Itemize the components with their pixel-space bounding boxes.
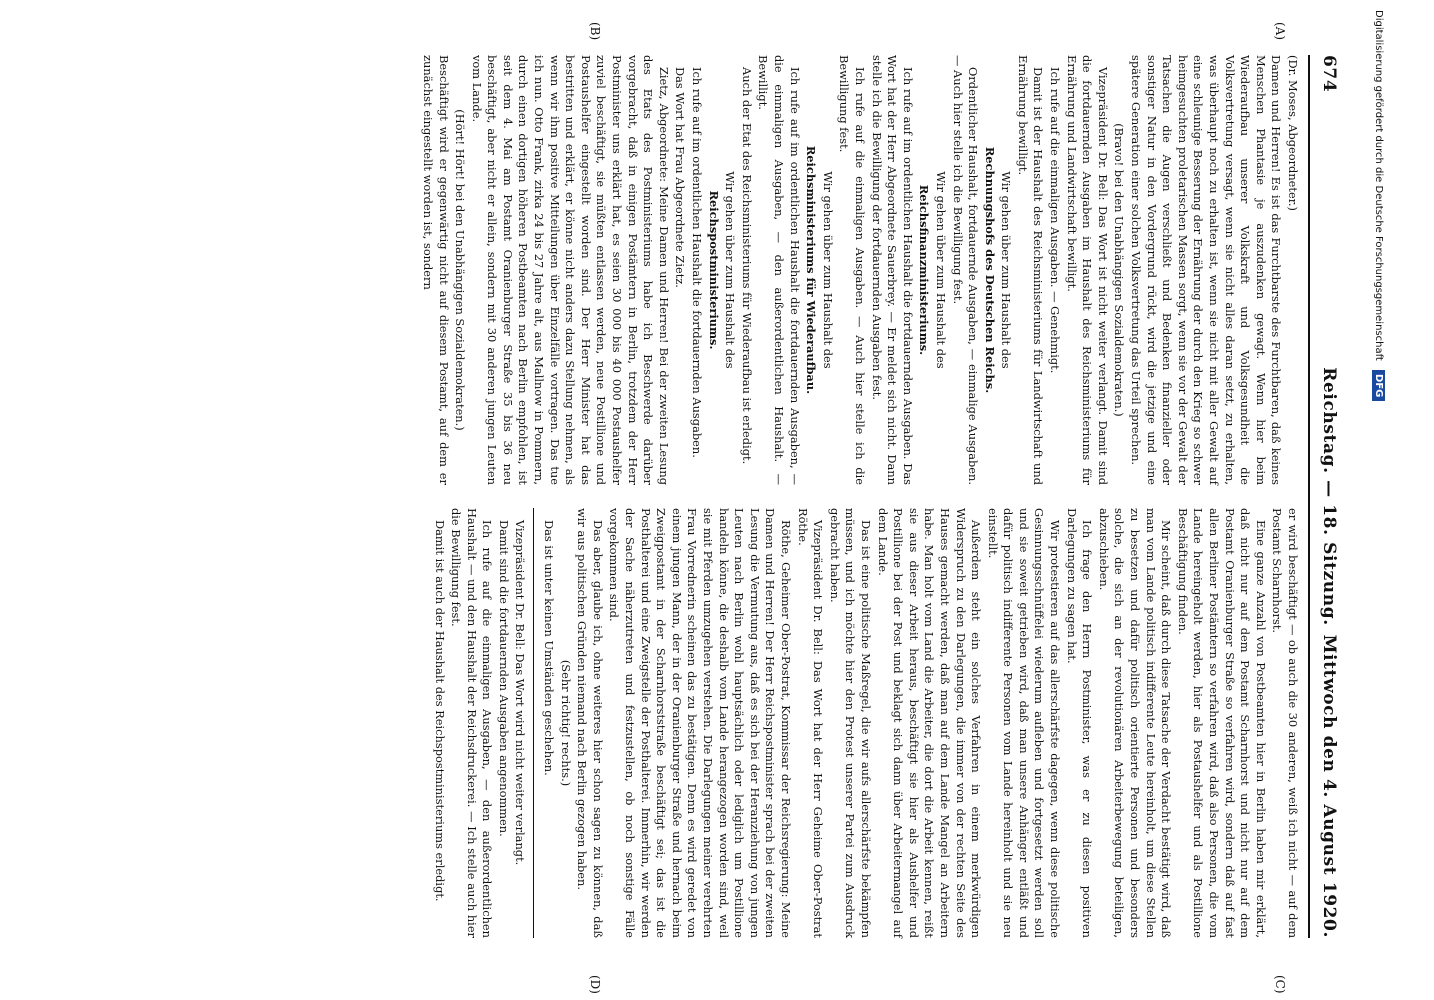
paragraph: Das Wort hat Frau Abgeordnete Zietz. xyxy=(673,67,688,288)
paragraph: Eine ganze Anzahl von Postbeamten hier in Berlin haben mir erklärt, daß nicht nur auf dem Postamt Scharnhorst und nicht nur auf dem Postamt Oranienburger Straße so verfahren wird, sondern daß auf fast allen Berliner Postämtern so verfahren wird, daß also Personen, die vom Lande hereingeholt werden, hier als Postaushelfer und als Postillione Beschäftigung finden. xyxy=(1175,508,1268,938)
interjection: (Sehr richtig! rechts.) xyxy=(558,659,573,787)
paragraph: Wir protestieren auf das allerschärfste dagegen, wenn diese politische Gesinnungsschnüffelei wiederum aufleben und fortgesetzt werden soll und sie soweit getrieben wird, daß man unsere Anhänger entläßt und dafür politisch indifferente Personen vom Lande hereinholt und sie neu einstellt. xyxy=(985,508,1063,938)
interjection: (Bravo! bei den Unabhängigen Sozialdemokraten.) xyxy=(1112,123,1127,417)
margin-letter-d: (D) xyxy=(588,975,602,994)
paragraph: Vizepräsident Dr. Bell: Das Wort ist nicht weiter verlangt. Damit sind die fortdauernden Ausgaben im Haushalt des Reichsministeriums für Ernährung und Landwirtschaft bewilligt. xyxy=(1064,55,1110,485)
paragraph: Wir gehen über zum Haushalt des xyxy=(820,171,835,369)
interjection: (Hört! Hört! bei den Unabhängigen Sozialdemokraten.) xyxy=(453,109,468,431)
paragraph: Vizepräsident Dr. Bell: Das Wort hat der Herr Geheime Ober-Postrat Röthe. xyxy=(795,508,826,938)
section-heading: Reichsministeriums für Wiederaufbau. xyxy=(804,145,819,395)
page-number: 674 xyxy=(1319,55,1339,93)
paragraph: Ich rufe auf im ordentlichen Haushalt die fortdauernden Ausgaben. xyxy=(690,67,705,458)
paragraph: Mir scheint, daß durch diese Tatsache der Verdacht bestätigt wird, daß man vom Lande politisch indifferente Leute hereinholt, um diese Stellen zu besetzen und dafür politisch orientierte Personen und besonders solche, die sich an der revolutionären Arbeiterbewegung beteiligen, abzuschieben. xyxy=(1096,508,1174,938)
paragraph: Röthe, Geheimer Ober-Postrat, Kommissar der Reichsregierung: Meine Damen und Herren! Der Herr Reichspostminister sprach bei der zweiten Lesung die Vermutung aus, daß es sich bei der Heranziehung von jungen Leuten nach Berlin wohl hauptsächlich oder lediglich um Postillione handeln könne, die deshalb vom Lande herangezogen worden sind, weil sie mit Pferden umzugehen verstehen. Die Darlegungen meiner verehrten Frau Vorrednerin scheinen das zu bestätigen. Denn es wird geredet von einem jungen Mann, der in der Oranienburger Straße und hernach beim Zweigpostamt in der Scharnhorststraße beschäftigt sei; das ist die Posthalterei und eine Zweigstelle der Posthalterei. Immerhin, wir werden der Sache näherzutreten und festzustellen, ob noch sonstige Fälle vorgekommen sind. xyxy=(607,508,793,938)
credit-text: Digitalisierung gefördert durch die Deutsche Forschungsgemeinschaft xyxy=(1373,10,1384,361)
paragraph: Ich rufe auf die einmaligen Ausgaben, — den außerordentlichen Haushalt — und den Haushalt der Reichsdruckerei. — Ich stelle auch hier die Bewilligung fest. xyxy=(449,508,495,938)
header-rule xyxy=(1308,55,1310,938)
page-header xyxy=(1314,55,1342,938)
margin-letter-a: (A) xyxy=(1273,22,1287,41)
paragraph: Wir gehen über zum Haushalt des xyxy=(999,171,1014,369)
paragraph: Ich rufe auf im ordentlichen Haushalt die fortdauernden Ausgaben, — die einmaligen Ausgaben, — den außerordentlichen Haushalt. — Bewilligt. xyxy=(756,55,802,485)
paragraph: Das aber, glaube ich, ohne weiteres hier schon sagen zu können, daß wir aus politischen Gründen niemand nach Berlin gezogen haben. xyxy=(575,508,605,938)
paragraph: Damit sind die fortdauernden Ausgaben angenommen. xyxy=(496,520,511,837)
paragraph: Wir gehen über zum Haushalt des xyxy=(723,171,738,369)
session-date: Mittwoch den 4. August 1920. xyxy=(1319,634,1339,938)
speaker-continuation: (Dr. Moses, Abgeordneter.) xyxy=(1286,55,1300,212)
paragraph: Außerdem steht ein solches Verfahren in einem merkwürdigen Widerspruch zu den Darlegungen, die immer von der rechten Seite des Hauses gemacht werden, daß man auf dem Lande Mangel an Arbeitern habe. Man holt vom Land die Arbeiter, die dort die Arbeit kennen, reißt sie aus dieser Arbeit heraus, beschäftigt sie hier als Aushelfer und Postillione bei der Post und beklagt sich dann über Arbeitermangel auf dem Lande. xyxy=(875,508,984,938)
paragraph: Zietz, Abgeordnete: Meine Damen und Herren! Bei der zweiten Lesung des Etats des Postministeriums habe ich Beschwerde darüber vorgebracht, daß in einigen Postämtern in Berlin, trotzdem der Herr Postminister uns erklärt hat, es seien 30 000 bis 40 000 Postaushelfer zuviel beschäftigt, sie müßten entlassen werden, neue Postillione und Postaushelfer eingestellt worden sind. Der Herr Minister hat das bestritten und erklärt, er könne nicht anders dazu Stellung nehmen, als wenn wir ihm positive Mitteilungen über Einzelfälle vortragen. Das tue ich nun. Otto Frank, zirka 24 bis 27 Jahre alt, aus Mallnow in Pommern, durch einen dortigen höheren Postbeamten nach Berlin empfohlen, ist seit dem 4. Mai am Postamt Oranienburger Straße 35 bis 36 neu beschäftigt, aber nicht er allein, sondern mit 30 anderen jungen Leuten vom Lande. xyxy=(469,55,671,485)
paragraph: Damit ist der Haushalt des Reichsministeriums für Landwirtschaft und Ernährung bewilligt. xyxy=(1015,55,1046,485)
paragraph: Beschäftigt wird er gegenwärtig nicht auf diesem Postamt, auf dem er zunächst eingestellt worden ist, sondern xyxy=(420,55,451,485)
paragraph: Ich frage den Herrn Postminister, was er zu diesen positiven Darlegungen zu sagen hat. xyxy=(1064,508,1095,938)
section-heading: Rechnungshofs des Deutschen Reichs. xyxy=(982,146,997,394)
margin-letter-b: (B) xyxy=(588,22,602,41)
paragraph: Vizepräsident Dr. Bell: Das Wort wird nicht weiter verlangt. xyxy=(513,520,528,866)
paragraph: Ich rufe auf die einmaligen Ausgaben. — Genehmigt. xyxy=(1048,67,1063,374)
paragraph: Wir gehen über zum Haushalt des xyxy=(933,171,948,369)
session-title: Reichstag. — 18. Sitzung. xyxy=(1319,367,1339,626)
paragraph: Ich rufe auf im ordentlichen Haushalt die fortdauernden Ausgaben. Das Wort hat der Herr Abgeordnete Sauerbrey. — Er meldet sich nicht. Dann stelle ich die Bewilligung der fortdauernden Ausgaben fest. xyxy=(869,55,915,485)
column-divider xyxy=(534,508,535,938)
rotated-page xyxy=(12,0,1382,1000)
paragraph: Ich rufe auf die einmaligen Ausgaben. — Auch hier stelle ich die Bewilligung fest. xyxy=(837,55,867,485)
paragraph: Das ist eine politische Maßregel, die wir aufs allerschärfste bekämpfen müssen, und ich möchte hier den Protest unserer Partei zum Ausdruck gebracht haben. xyxy=(827,508,873,938)
right-column xyxy=(430,508,1300,938)
section-heading: Reichspostministeriums. xyxy=(706,190,721,350)
digitization-credit xyxy=(1345,10,1385,1000)
paragraph: Ordentlicher Haushalt, fortdauernde Ausgaben, — einmalige Ausgaben. — Auch hier stelle ich die Bewilligung fest. xyxy=(950,55,981,485)
section-heading: Reichsfinanzministeriums. xyxy=(917,184,932,356)
paragraph: Damit ist auch der Haushalt des Reichspostministeriums erledigt. xyxy=(432,520,447,902)
left-column xyxy=(418,55,1300,485)
paragraph: Auch der Etat des Reichsministeriums für Wiederaufbau ist erledigt. xyxy=(739,67,754,465)
margin-letter-c: (C) xyxy=(1273,975,1287,994)
paragraph: er wird beschäftigt — ob auch die 30 anderen, weiß ich nicht — auf dem Postamt Scharnhorst. xyxy=(1270,508,1300,938)
paragraph: Das ist unter keinen Umständen geschehen. xyxy=(542,520,557,776)
paragraph: Damen und Herren! Es ist das Furchtbarste des Furchtbaren, daß keines Menschen Phantasie je auszudenken gewagt. Wenn hier beim Wiederaufbau unserer Volkskraft und Volksgesundheit die Volksvertretung versagt, wenn sie nicht alles daran setzt, zu erhalten, was überhaupt noch zu erhalten ist, wenn sie nicht mit aller Gewalt auf eine schleunige Besserung der Ernährung der durch den Krieg so schwer heimgesuchten proletarischen Massen sorgt, wenn sie vor der Gewalt der Tatsachen die Augen verschließt und Bedenken finanzieller oder sonstiger Natur in den Vordergrund rückt, wird die jetzige und eine spätere Generation einer solchen Volksvertretung das Urteil sprechen. xyxy=(1129,55,1284,485)
dfg-logo: DFG xyxy=(1372,370,1385,401)
